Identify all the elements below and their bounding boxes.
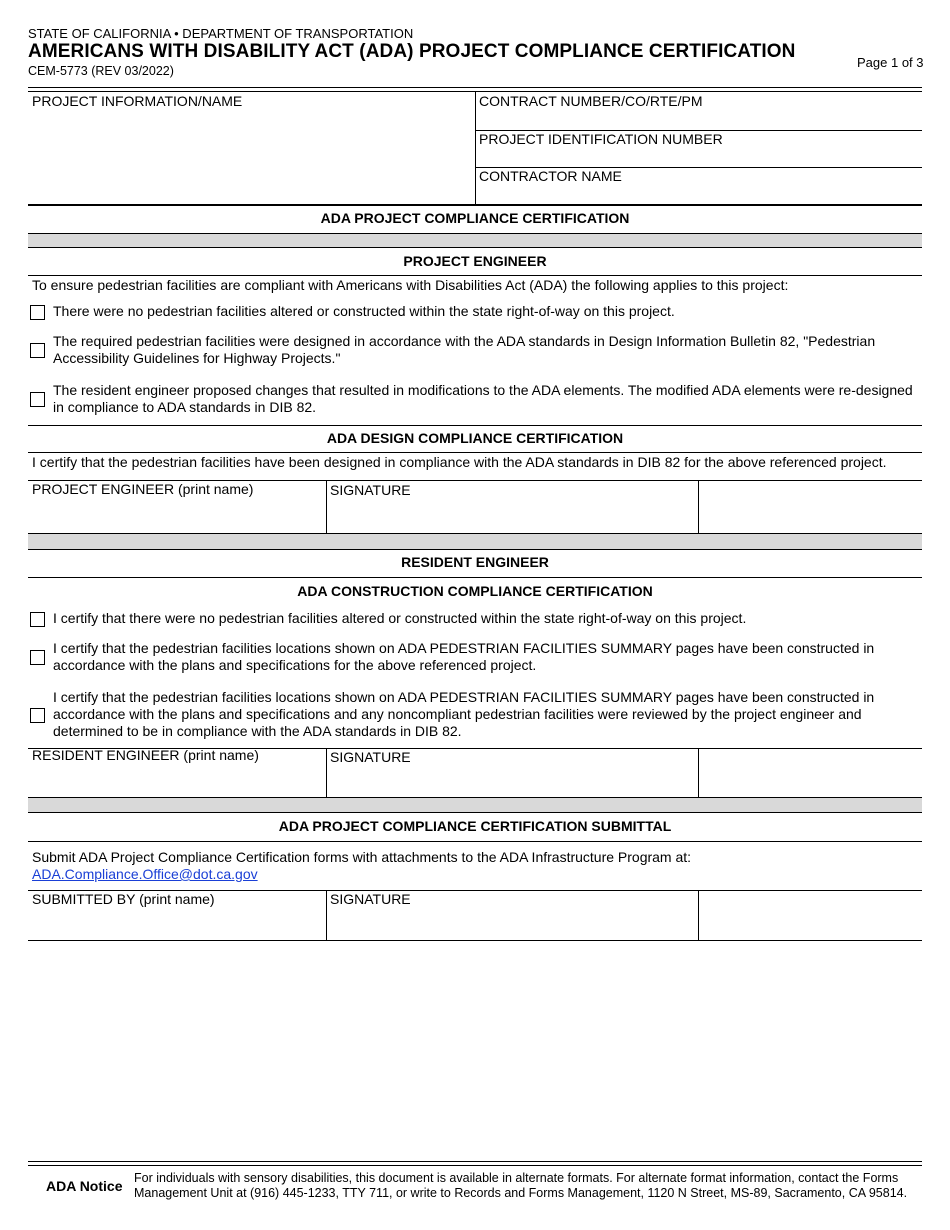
submittal-signature-field[interactable] bbox=[327, 910, 697, 940]
re-option-3-checkbox[interactable] bbox=[30, 708, 45, 723]
divider bbox=[28, 452, 922, 453]
pe-intro-text: To ensure pedestrian facilities are compliant with Americans with Disabilities Act (ADA) the following applies to this project: bbox=[32, 277, 789, 293]
pe-option-2-label: The required pedestrian facilities were designed in accordance with the ADA standards in Design Information Bulletin 82, "Pedestrian Accessibility Guidelines for Highway Projects." bbox=[53, 333, 876, 366]
submittal-signature-label: SIGNATURE bbox=[330, 891, 411, 907]
pe-option-2-checkbox[interactable] bbox=[30, 343, 45, 358]
re-date-field[interactable] bbox=[699, 749, 922, 797]
pe-option-1-label: There were no pedestrian facilities altered or constructed within the state right-of-way on this project. bbox=[53, 303, 675, 319]
submittal-email-link[interactable]: ADA.Compliance.Office@dot.ca.gov bbox=[32, 866, 258, 882]
ada-notice-label: ADA Notice bbox=[46, 1178, 123, 1194]
construction-compliance-heading: ADA CONSTRUCTION COMPLIANCE CERTIFICATION bbox=[297, 583, 653, 599]
re-option-3-label: I certify that the pedestrian facilities locations shown on ADA PEDESTRIAN FACILITIES SUMMARY pages have been constructed in accordance with the plans and specifications and any noncompliant pedestrian facilities were reviewed by the project engineer and determined to be in compliance with the ADA standards in DIB 82. bbox=[53, 689, 875, 739]
pe-option-3-checkbox[interactable] bbox=[30, 392, 45, 407]
resident-engineer-heading: RESIDENT ENGINEER bbox=[401, 554, 549, 570]
main-heading: ADA PROJECT COMPLIANCE CERTIFICATION bbox=[320, 210, 630, 226]
project-id-label: PROJECT IDENTIFICATION NUMBER bbox=[479, 131, 723, 147]
project-info-bottom bbox=[28, 204, 922, 206]
project-engineer-heading: PROJECT ENGINEER bbox=[403, 253, 547, 269]
pe-option-1-checkbox[interactable] bbox=[30, 305, 45, 320]
gray-band bbox=[28, 533, 922, 550]
footer-divider bbox=[28, 1161, 922, 1166]
form-number: CEM-5773 (REV 03/2022) bbox=[28, 64, 174, 78]
form-title: AMERICANS WITH DISABILITY ACT (ADA) PROJECT COMPLIANCE CERTIFICATION bbox=[28, 41, 796, 62]
divider bbox=[28, 275, 922, 276]
submitted-by-label: SUBMITTED BY (print name) bbox=[32, 891, 215, 907]
agency-line: STATE OF CALIFORNIA • DEPARTMENT OF TRANSPORTATION bbox=[28, 26, 414, 41]
submittal-heading: ADA PROJECT COMPLIANCE CERTIFICATION SUBMITTAL bbox=[278, 818, 672, 834]
project-info-divider bbox=[475, 92, 476, 205]
submittal-date-field[interactable] bbox=[699, 891, 922, 940]
design-statement: I certify that the pedestrian facilities have been designed in compliance with the ADA standards in DIB 82 for the above referenced project. bbox=[32, 454, 887, 470]
pe-name-field[interactable] bbox=[28, 481, 326, 533]
divider bbox=[28, 940, 922, 941]
re-signature-label: SIGNATURE bbox=[330, 749, 411, 765]
pe-option-3-label: The resident engineer proposed changes that resulted in modifications to the ADA elements. The modified ADA elements were re-designed in compliance to ADA standards in DIB 82. bbox=[53, 382, 913, 415]
submittal-instruction: Submit ADA Project Compliance Certification forms with attachments to the ADA Infrastructure Program at: bbox=[32, 849, 692, 865]
re-option-2-label: I certify that the pedestrian facilities locations shown on ADA PEDESTRIAN FACILITIES SUMMARY pages have been constructed in accordance with the plans and specifications for the above referenced project. bbox=[53, 640, 875, 673]
gray-band bbox=[28, 797, 922, 813]
re-signature-field[interactable] bbox=[327, 768, 697, 797]
re-name-field[interactable] bbox=[28, 766, 326, 797]
re-option-2-checkbox[interactable] bbox=[30, 650, 45, 665]
re-option-1-checkbox[interactable] bbox=[30, 612, 45, 627]
contractor-name-label: CONTRACTOR NAME bbox=[479, 168, 622, 184]
divider bbox=[28, 841, 922, 842]
page-indicator: Page 1 of 3 bbox=[857, 55, 924, 70]
submitted-by-field[interactable] bbox=[28, 909, 326, 940]
divider bbox=[28, 425, 922, 426]
re-name-label: RESIDENT ENGINEER (print name) bbox=[32, 747, 259, 763]
pe-signature-label: SIGNATURE bbox=[330, 482, 411, 498]
pe-name-label: PROJECT ENGINEER (print name) bbox=[32, 481, 254, 497]
pe-date-field[interactable] bbox=[699, 481, 922, 533]
pe-signature-field[interactable] bbox=[327, 500, 697, 533]
design-compliance-heading: ADA DESIGN COMPLIANCE CERTIFICATION bbox=[326, 430, 624, 446]
re-option-1-label: I certify that there were no pedestrian facilities altered or constructed within the state right-of-way on this project. bbox=[53, 610, 747, 626]
divider bbox=[28, 577, 922, 578]
contract-number-label: CONTRACT NUMBER/CO/RTE/PM bbox=[479, 93, 703, 109]
gray-band bbox=[28, 233, 922, 248]
ada-notice-text: For individuals with sensory disabilities, this document is available in alternate formats. For alternate format information, contact the Forms Management Unit at (916) 445-1233, TTY 711, or write to Records and Forms Management, 1120 N Street, MS-89, Sacramento, CA 95814. bbox=[134, 1171, 908, 1200]
project-name-label: PROJECT INFORMATION/NAME bbox=[32, 93, 243, 109]
